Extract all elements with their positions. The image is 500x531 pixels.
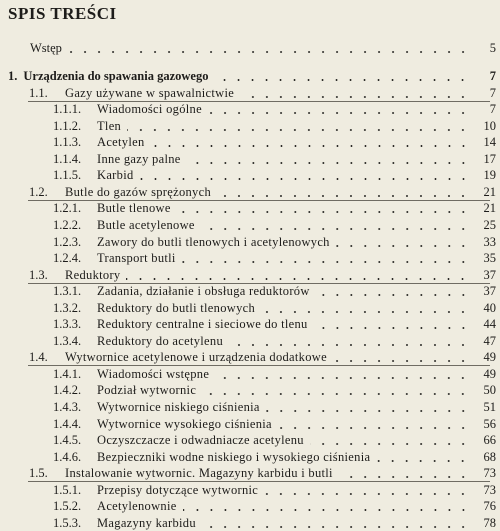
toc-entry[interactable] xyxy=(0,449,500,465)
dot-leader xyxy=(177,211,470,213)
toc-entry-page: 7 xyxy=(489,69,496,83)
toc-entry[interactable] xyxy=(0,40,500,56)
toc-entry-page: 68 xyxy=(483,449,496,464)
toc-entry-title: Reduktory do butli tlenowych xyxy=(97,300,256,315)
toc-entry[interactable] xyxy=(0,432,500,448)
toc-entry-page: 7 xyxy=(489,85,496,100)
toc-entry-number: 1.4.4. xyxy=(53,416,82,431)
toc-entry-page: 19 xyxy=(483,168,496,183)
toc-entry-title: Reduktory xyxy=(65,267,121,282)
toc-entry-title: Karbid xyxy=(97,168,134,183)
dot-leader xyxy=(183,509,470,511)
toc-entry[interactable] xyxy=(0,134,500,150)
dot-leader xyxy=(151,145,470,147)
toc-entry-page: 73 xyxy=(483,466,496,481)
toc-entry-number: 1.3. xyxy=(29,267,48,282)
toc-entry-number: 1.4. xyxy=(29,350,48,365)
dot-leader xyxy=(215,377,470,379)
toc-entry[interactable] xyxy=(0,498,500,514)
toc-entry-number: 1.2.3. xyxy=(53,234,82,249)
toc-entry-title: Butle acetylenowe xyxy=(97,217,195,232)
toc-entry[interactable] xyxy=(0,399,500,415)
toc-entry-page: 51 xyxy=(483,400,496,414)
toc-entry-title: Acetylenownie xyxy=(97,499,177,514)
toc-entry-number: 1.5.3. xyxy=(53,515,82,530)
toc-entry-page: 25 xyxy=(483,217,496,232)
toc-entry-title: Butle do gazów sprężonych xyxy=(65,184,212,199)
toc-entry-number: 1.3.3. xyxy=(53,317,82,332)
toc-entry[interactable] xyxy=(0,234,500,250)
toc-entry-number: 1. xyxy=(8,69,18,83)
dot-leader xyxy=(240,96,470,98)
toc-entry[interactable] xyxy=(0,482,500,498)
toc-entry-page: 73 xyxy=(483,482,496,497)
toc-entry-number: 1.1.2. xyxy=(53,118,82,133)
toc-entry-title: Zadania, działanie i obsługa reduktorów xyxy=(97,284,310,299)
dot-leader xyxy=(310,443,470,445)
toc-heading: SPIS TREŚCI xyxy=(8,4,117,23)
toc-entry[interactable] xyxy=(0,382,500,398)
toc-entry-number: 1.1. xyxy=(29,85,48,100)
toc-entry-page: 37 xyxy=(483,284,496,299)
toc-entry[interactable] xyxy=(0,167,500,183)
toc-entry-title: Magazyny karbidu xyxy=(97,515,196,530)
dot-leader xyxy=(127,129,470,131)
dot-leader xyxy=(187,162,470,164)
dot-leader xyxy=(140,178,470,180)
dot-leader xyxy=(314,327,470,329)
toc-entry-page: 44 xyxy=(483,317,496,332)
toc-entry-number: 1.5.1. xyxy=(53,482,82,497)
dot-leader xyxy=(278,427,470,429)
toc-entry[interactable] xyxy=(0,118,500,134)
dot-leader xyxy=(336,245,470,247)
toc-entry[interactable] xyxy=(0,316,500,332)
toc-entry-title: Butle tlenowe xyxy=(97,201,171,216)
toc-entry-page: 35 xyxy=(483,251,496,266)
toc-entry[interactable] xyxy=(0,200,500,216)
toc-entry-title: Gazy używane w spawalnictwie xyxy=(65,85,235,100)
toc-entry-title: Wytwornice wysokiego ciśnienia xyxy=(97,416,272,431)
toc-entry-title: Bezpieczniki wodne niskiego i wysokiego ciśnienia xyxy=(97,449,371,464)
toc-entry-page: 14 xyxy=(483,135,496,150)
dot-leader xyxy=(208,112,470,114)
toc-entry[interactable] xyxy=(0,217,500,233)
toc-entry-title: Wiadomości ogólne xyxy=(97,102,202,117)
toc-entry-page: 37 xyxy=(483,267,496,282)
toc-entry-page: 33 xyxy=(483,234,496,249)
toc-entry[interactable] xyxy=(0,267,500,283)
toc-entry-title: Wstęp xyxy=(30,41,62,55)
dot-leader xyxy=(261,311,470,313)
toc-entry-title: Reduktory centralne i sieciowe do tlenu xyxy=(97,317,308,332)
toc-entry-title: Inne gazy palne xyxy=(97,151,181,166)
toc-entry-page: 10 xyxy=(483,118,496,133)
toc-entry-number: 1.1.1. xyxy=(53,102,82,117)
toc-entry-page: 78 xyxy=(483,515,496,530)
dot-leader xyxy=(68,51,470,53)
toc-entry-page: 50 xyxy=(483,383,496,398)
toc-entry-title: Przepisy dotyczące wytwornic xyxy=(97,482,259,497)
dot-leader xyxy=(339,476,470,478)
toc-entry-number: 1.1.4. xyxy=(53,151,82,166)
toc-entry[interactable] xyxy=(0,300,500,316)
toc-entry-title: Wiadomości wstępne xyxy=(97,366,210,381)
dot-leader xyxy=(202,526,470,528)
dot-leader xyxy=(214,79,470,81)
toc-entry-page: 56 xyxy=(483,416,496,431)
toc-entry-title: Transport butli xyxy=(97,251,176,266)
toc-entry-page: 49 xyxy=(483,366,496,381)
toc-entry-page: 7 xyxy=(489,102,496,117)
dot-leader xyxy=(266,410,470,412)
dot-leader xyxy=(264,493,470,495)
toc-entry-number: 1.3.2. xyxy=(53,300,82,315)
toc-entry[interactable] xyxy=(0,333,500,349)
toc-entry[interactable] xyxy=(0,349,500,365)
dot-leader xyxy=(217,195,470,197)
dot-leader xyxy=(376,460,470,462)
toc-entry-page: 49 xyxy=(483,350,496,365)
dot-leader xyxy=(126,278,470,280)
toc-entry[interactable] xyxy=(0,68,500,84)
toc-entry-number: 1.1.3. xyxy=(53,135,82,150)
toc-entry-page: 21 xyxy=(483,201,496,216)
toc-entry-title: Podział wytwornic xyxy=(97,383,197,398)
toc-entry[interactable] xyxy=(0,515,500,531)
toc-entry-number: 1.2. xyxy=(29,184,48,199)
toc-entry-page: 66 xyxy=(483,433,496,448)
toc-entry-title: Wytwornice niskiego ciśnienia xyxy=(97,400,260,414)
toc-entry-number: 1.2.2. xyxy=(53,217,82,232)
toc-entry-page: 5 xyxy=(489,41,496,55)
toc-entry-number: 1.4.1. xyxy=(53,366,82,381)
toc-entry-title: Urządzenia do spawania gazowego xyxy=(23,69,209,83)
toc-entry-number: 1.2.1. xyxy=(53,201,82,216)
toc-entry-number: 1.5. xyxy=(29,466,48,481)
toc-entry[interactable] xyxy=(0,465,500,481)
toc-entry-number: 1.4.2. xyxy=(53,383,82,398)
dot-leader xyxy=(201,228,470,230)
toc-entry-number: 1.1.5. xyxy=(53,168,82,183)
toc-entry-page: 76 xyxy=(483,499,496,514)
dot-leader xyxy=(316,294,470,296)
dot-leader xyxy=(229,344,470,346)
toc-entry[interactable] xyxy=(0,101,500,117)
dot-leader xyxy=(333,360,470,362)
toc-entry-title: Oczyszczacze i odwadniacze acetylenu xyxy=(97,433,304,448)
toc-entry-number: 1.4.3. xyxy=(53,400,82,414)
dot-leader xyxy=(182,261,470,263)
toc-entry-title: Wytwornice acetylenowe i urządzenia dodatkowe xyxy=(65,350,327,365)
toc-entry-page: 40 xyxy=(483,300,496,315)
toc-entry-page: 47 xyxy=(483,333,496,348)
toc-entry-page: 21 xyxy=(483,184,496,199)
toc-entry-title: Reduktory do acetylenu xyxy=(97,333,224,348)
toc-entry[interactable] xyxy=(0,416,500,432)
toc-entry-title: Instalowanie wytwornic. Magazyny karbidu i butli xyxy=(65,466,333,481)
toc-entry-number: 1.5.2. xyxy=(53,499,82,514)
toc-entry-number: 1.4.5. xyxy=(53,433,82,448)
toc-entry-title: Acetylen xyxy=(97,135,145,150)
toc-entry[interactable] xyxy=(0,250,500,266)
toc-entry[interactable] xyxy=(0,85,500,101)
dot-leader xyxy=(202,393,470,395)
toc-entry-number: 1.3.4. xyxy=(53,333,82,348)
toc-entry-number: 1.3.1. xyxy=(53,284,82,299)
toc-entry[interactable] xyxy=(0,184,500,200)
toc-entry[interactable] xyxy=(0,366,500,382)
toc-entry-number: 1.4.6. xyxy=(53,449,82,464)
toc-entry[interactable] xyxy=(0,283,500,299)
toc-entry[interactable] xyxy=(0,151,500,167)
toc-entry-page: 17 xyxy=(483,151,496,166)
toc-entry-title: Tlen xyxy=(97,118,122,133)
toc-entry-number: 1.2.4. xyxy=(53,251,82,266)
toc-entry-title: Zawory do butli tlenowych i acetylenowych xyxy=(97,234,330,249)
